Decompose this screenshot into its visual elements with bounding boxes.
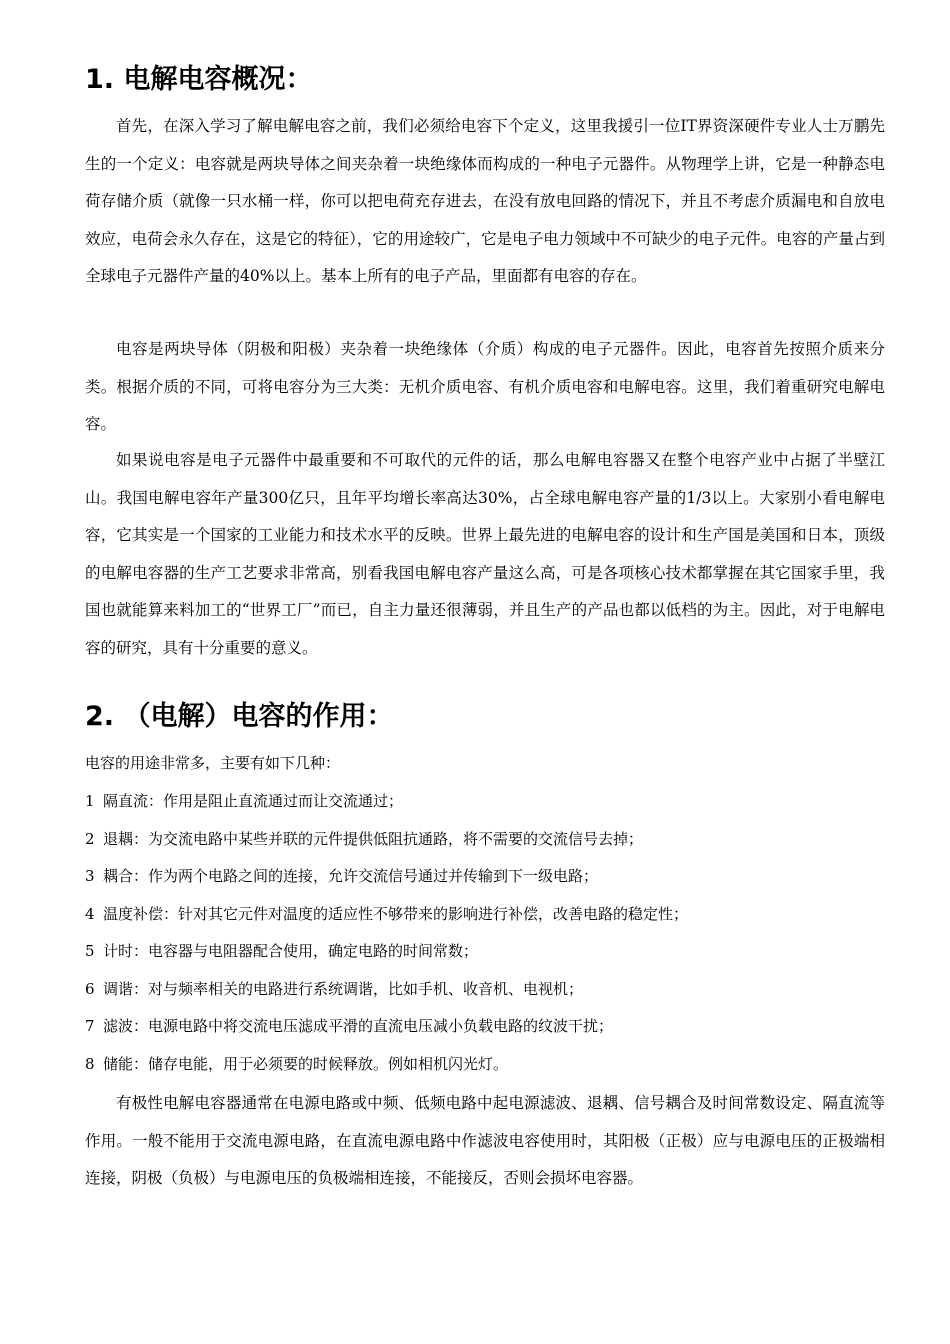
list-item <box>85 971 688 1009</box>
list-item <box>85 821 688 859</box>
list-item <box>85 858 688 896</box>
list-item-text: 计时：电容器与电阻器配合使用，确定电路的时间常数； <box>103 942 479 960</box>
list-item-text: 温度补偿：针对其它元件对温度的适应性不够带来的影响进行补偿，改善电路的稳定性； <box>103 904 689 923</box>
list-item-text: 耦合：作为两个电路之间的连接，允许交流信号通过并传输到下一级电路； <box>103 867 599 885</box>
list-item-number: 3 <box>85 867 95 885</box>
list-item-number: 5 <box>85 942 95 960</box>
capacitor-uses-list <box>85 783 688 1083</box>
section-1-paragraph-3: 如果说电容是电子元器件中最重要和不可取代的元件的话，那么电解电容器又在整个电容产业中占据了半壁江山。我国电解电容年产量300亿只，且年平均增长率高达30%，占全球电解电容产量的1/3以上。大家别小看电解电容，它其实是一个国家的工业能力和技术水平的反映。世界上最先进的电解电容的设计和生产国是美国和日本，顶级的电解电容器的生产工艺要求非常高，别看我国电解电容产量这么高，可是各项核心技术都掌握在其它国家手里，我国也就能算来料加工的“世界工厂”而已，自主力量还很薄弱，并且生产的产品也都以低档的为主。因此，对于电解电容的研究，具有十分重要的意义。 <box>85 451 885 657</box>
list-item-text: 储能：储存电能，用于必须要的时候释放。例如相机闪光灯。 <box>103 1054 509 1073</box>
list-item-number: 2 <box>85 829 95 848</box>
section-1-paragraph-2: 电容是两块导体（阴极和阳极）夹杂着一块绝缘体（介质）构成的电子元器件。因此，电容首先按照介质来分类。根据介质的不同，可将电容分为三大类：无机介质电容、有机介质电容和电解电容。这里，我们着重研究电解电容。 <box>85 340 885 433</box>
section-2-intro: 电容的用途非常多，主要有如下几种： <box>85 754 341 772</box>
section-1-paragraph-1: 首先，在深入学习了解电解电容之前，我们必须给电容下个定义，这里我援引一位IT界资深硬件专业人士万鹏先生的一个定义：电容就是两块导体之间夹杂着一块绝缘体而构成的一种电子元器件。从物理学上讲，它是一种静态电荷存储介质（就像一只水桶一样，你可以把电荷充存进去，在没有放电回路的情况下，并且不考虑介质漏电和自放电效应，电荷会永久存在，这是它的特征），它的用途较广，它是电子电力领域中不可缺少的电子元件。电容的产量占到全球电子元器件产量的40%以上。基本上所有的电子产品，里面都有电容的存在。 <box>85 117 885 285</box>
list-item-text: 滤波：电源电路中将交流电压滤成平滑的直流电压减小负载电路的纹波干扰； <box>103 1017 614 1035</box>
list-item-number: 7 <box>85 1017 95 1035</box>
list-item <box>85 1008 688 1046</box>
list-item <box>85 896 688 934</box>
list-item-text: 隔直流：作用是阻止直流通过而让交流通过； <box>103 792 404 810</box>
section-2-closing-paragraph: 有极性电解电容器通常在电源电路或中频、低频电路中起电源滤波、退耦、信号耦合及时间常数设定、隔直流等作用。一般不能用于交流电源电路，在直流电源电路中作滤波电容使用时，其阳极（正极）应与电源电压的正极端相连接，阴极（负极）与电源电压的负极端相连接，不能接反，否则会损坏电容器。 <box>85 1094 885 1187</box>
list-item-number: 1 <box>85 792 95 810</box>
section-1-heading: 1. 电解电容概况： <box>85 64 313 95</box>
list-item-number: 6 <box>85 979 95 998</box>
list-item <box>85 783 688 821</box>
list-item-number: 8 <box>85 1054 95 1073</box>
list-item-text: 退耦：为交流电路中某些并联的元件提供低阻抗通路，将不需要的交流信号去掉； <box>103 829 644 848</box>
section-2-heading: 2. （电解）电容的作用： <box>85 701 394 732</box>
list-item-number: 4 <box>85 904 95 923</box>
list-item <box>85 933 688 971</box>
list-item-text: 调谐：对与频率相关的电路进行系统调谐，比如手机、收音机、电视机； <box>103 979 584 998</box>
list-item <box>85 1046 688 1084</box>
